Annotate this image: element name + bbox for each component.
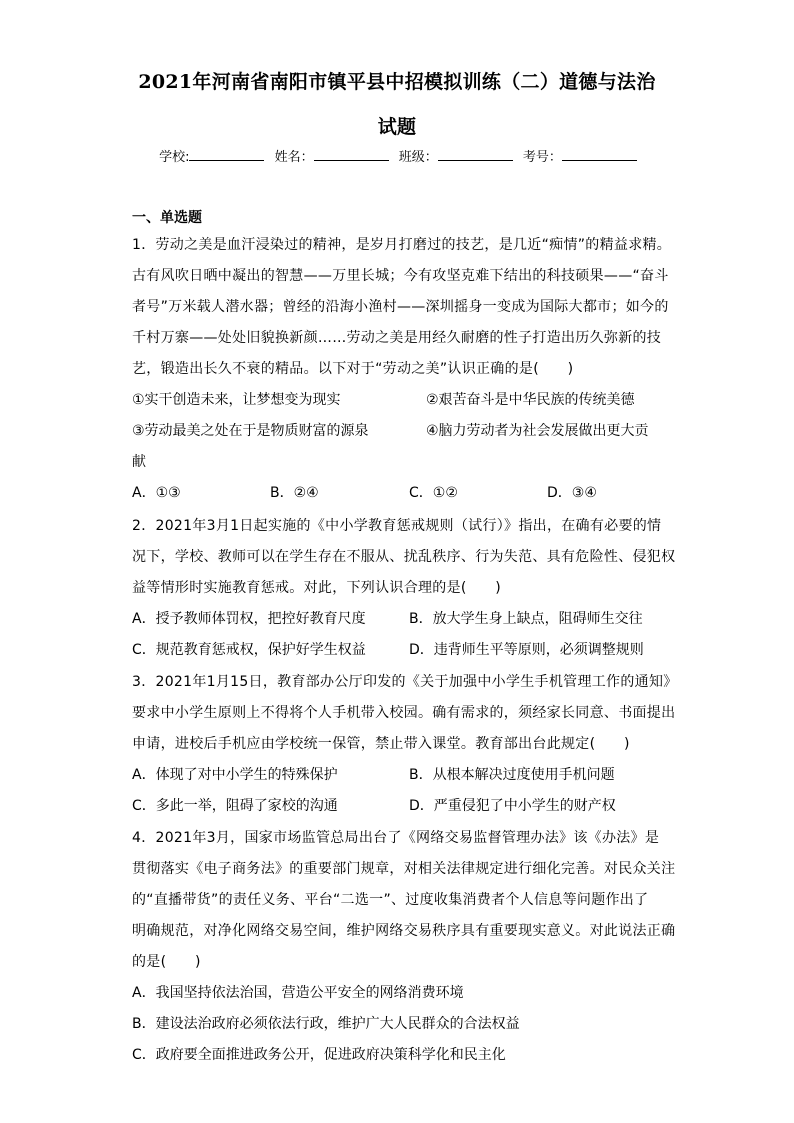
q1-line: 者号”万米载人潜水器；曾经的沿海小渔村——深圳摇身一变成为国际大都市；如今的 <box>132 299 669 315</box>
number-blank <box>562 148 637 161</box>
q3-option-d: D．严重侵犯了中小学生的财产权 <box>409 798 616 814</box>
q3-option-b: B．从根本解决过度使用手机问题 <box>409 767 615 783</box>
q4-option-a: A．我国坚持依法治国，营造公平安全的网络消费环境 <box>132 985 464 1001</box>
class-label: 班级： <box>398 150 438 165</box>
q4-line: 4．2021年3月，国家市场监管总局出台了《网络交易监督管理办法》该《办法》是 <box>132 830 660 846</box>
school-blank <box>189 148 264 161</box>
q2-option-c: C．规范教育惩戒权，保护好学生权益 <box>132 642 366 658</box>
exam-title-line2: 试题 <box>377 116 417 138</box>
section-heading: 一、单选题 <box>132 210 202 226</box>
exam-title-line1: 2021年河南省南阳市镇平县中招模拟训练（二）道德与法治 <box>138 71 656 93</box>
q1-line: 1．劳动之美是血汗浸染过的精神，是岁月打磨过的技艺，是几近“痴情”的精益求精。 <box>132 237 672 253</box>
q4-option-c: C．政府要全面推进政务公开，促进政府决策科学化和民主化 <box>132 1047 506 1063</box>
student-info-row <box>0 146 794 165</box>
q3-line: 要求中小学生原则上不得将个人手机带入校园。确有需求的，须经家长同意、书面提出 <box>132 705 676 721</box>
q2-line: 2．2021年3月1日起实施的《中小学教育惩戒规则（试行）》指出，在确有必要的情 <box>132 518 662 534</box>
q3-option-a: A．体现了对中小学生的特殊保护 <box>132 767 338 783</box>
q4-line: 的“直播带货”的责任义务、平台“二选一”、过度收集消费者个人信息等问题作出了 <box>132 892 649 908</box>
q1-statement-1: ①实干创造未来，让梦想变为现实 <box>132 392 341 408</box>
q2-option-a: A．授予教师体罚权，把控好教育尺度 <box>132 611 366 627</box>
q1-statement-2: ②艰苦奋斗是中华民族的传统美德 <box>426 392 635 408</box>
q1-option-b: B．②④ <box>270 485 319 501</box>
q1-line: 古有风吹日晒中凝出的智慧——万里长城；今有攻坚克难下结出的科技硕果——“奋斗 <box>132 268 669 284</box>
q1-statement-3: ③劳动最美之处在于是物质财富的源泉 <box>132 423 369 439</box>
q2-option-d: D．违背师生平等原则，必须调整规则 <box>409 642 644 658</box>
q4-line: 的是( ) <box>132 954 201 970</box>
q2-line: 益等情形时实施教育惩戒。对此，下列认识合理的是( ) <box>132 580 502 596</box>
class-blank <box>438 148 513 161</box>
q4-line: 明确规范，对净化网络交易空间，维护网络交易秩序具有重要现实意义。对此说法正确 <box>132 923 676 939</box>
q2-line: 况下，学校、教师可以在学生存在不服从、扰乱秩序、行为失范、具有危险性、侵犯权 <box>132 549 676 565</box>
q1-statement-4-cont: 献 <box>132 454 146 470</box>
q1-option-d: D．③④ <box>547 485 597 501</box>
q1-statement-4: ④脑力劳动者为社会发展做出更大贡 <box>426 423 649 439</box>
q2-option-b: B．放大学生身上缺点，阻碍师生交往 <box>409 611 643 627</box>
q3-line: 3．2021年1月15日，教育部办公厅印发的《关于加强中小学生手机管理工作的通知》 <box>132 674 678 690</box>
q3-option-c: C．多此一举，阻碍了家校的沟通 <box>132 798 338 814</box>
q1-line: 艺，锻造出长久不衰的精品。以下对于“劳动之美”认识正确的是( ) <box>132 361 574 377</box>
q1-line: 千村万寨——处处旧貌换新颜……劳动之美是用经久耐磨的性子打造出历久弥新的技 <box>132 330 662 346</box>
number-label: 考号： <box>522 150 562 165</box>
q1-option-a: A．①③ <box>132 485 181 501</box>
q3-line: 申请，进校后手机应由学校统一保管，禁止带入课堂。教育部出台此规定( ) <box>132 736 630 752</box>
q1-option-c: C．①② <box>409 485 458 501</box>
q4-line: 贯彻落实《电子商务法》的重要部门规章，对相关法律规定进行细化完善。对民众关注 <box>132 861 676 877</box>
name-blank <box>314 148 389 161</box>
q4-option-b: B．建设法治政府必须依法行政，维护广大人民群众的合法权益 <box>132 1016 520 1032</box>
name-label: 姓名： <box>274 150 314 165</box>
school-label: 学校: <box>159 150 190 165</box>
